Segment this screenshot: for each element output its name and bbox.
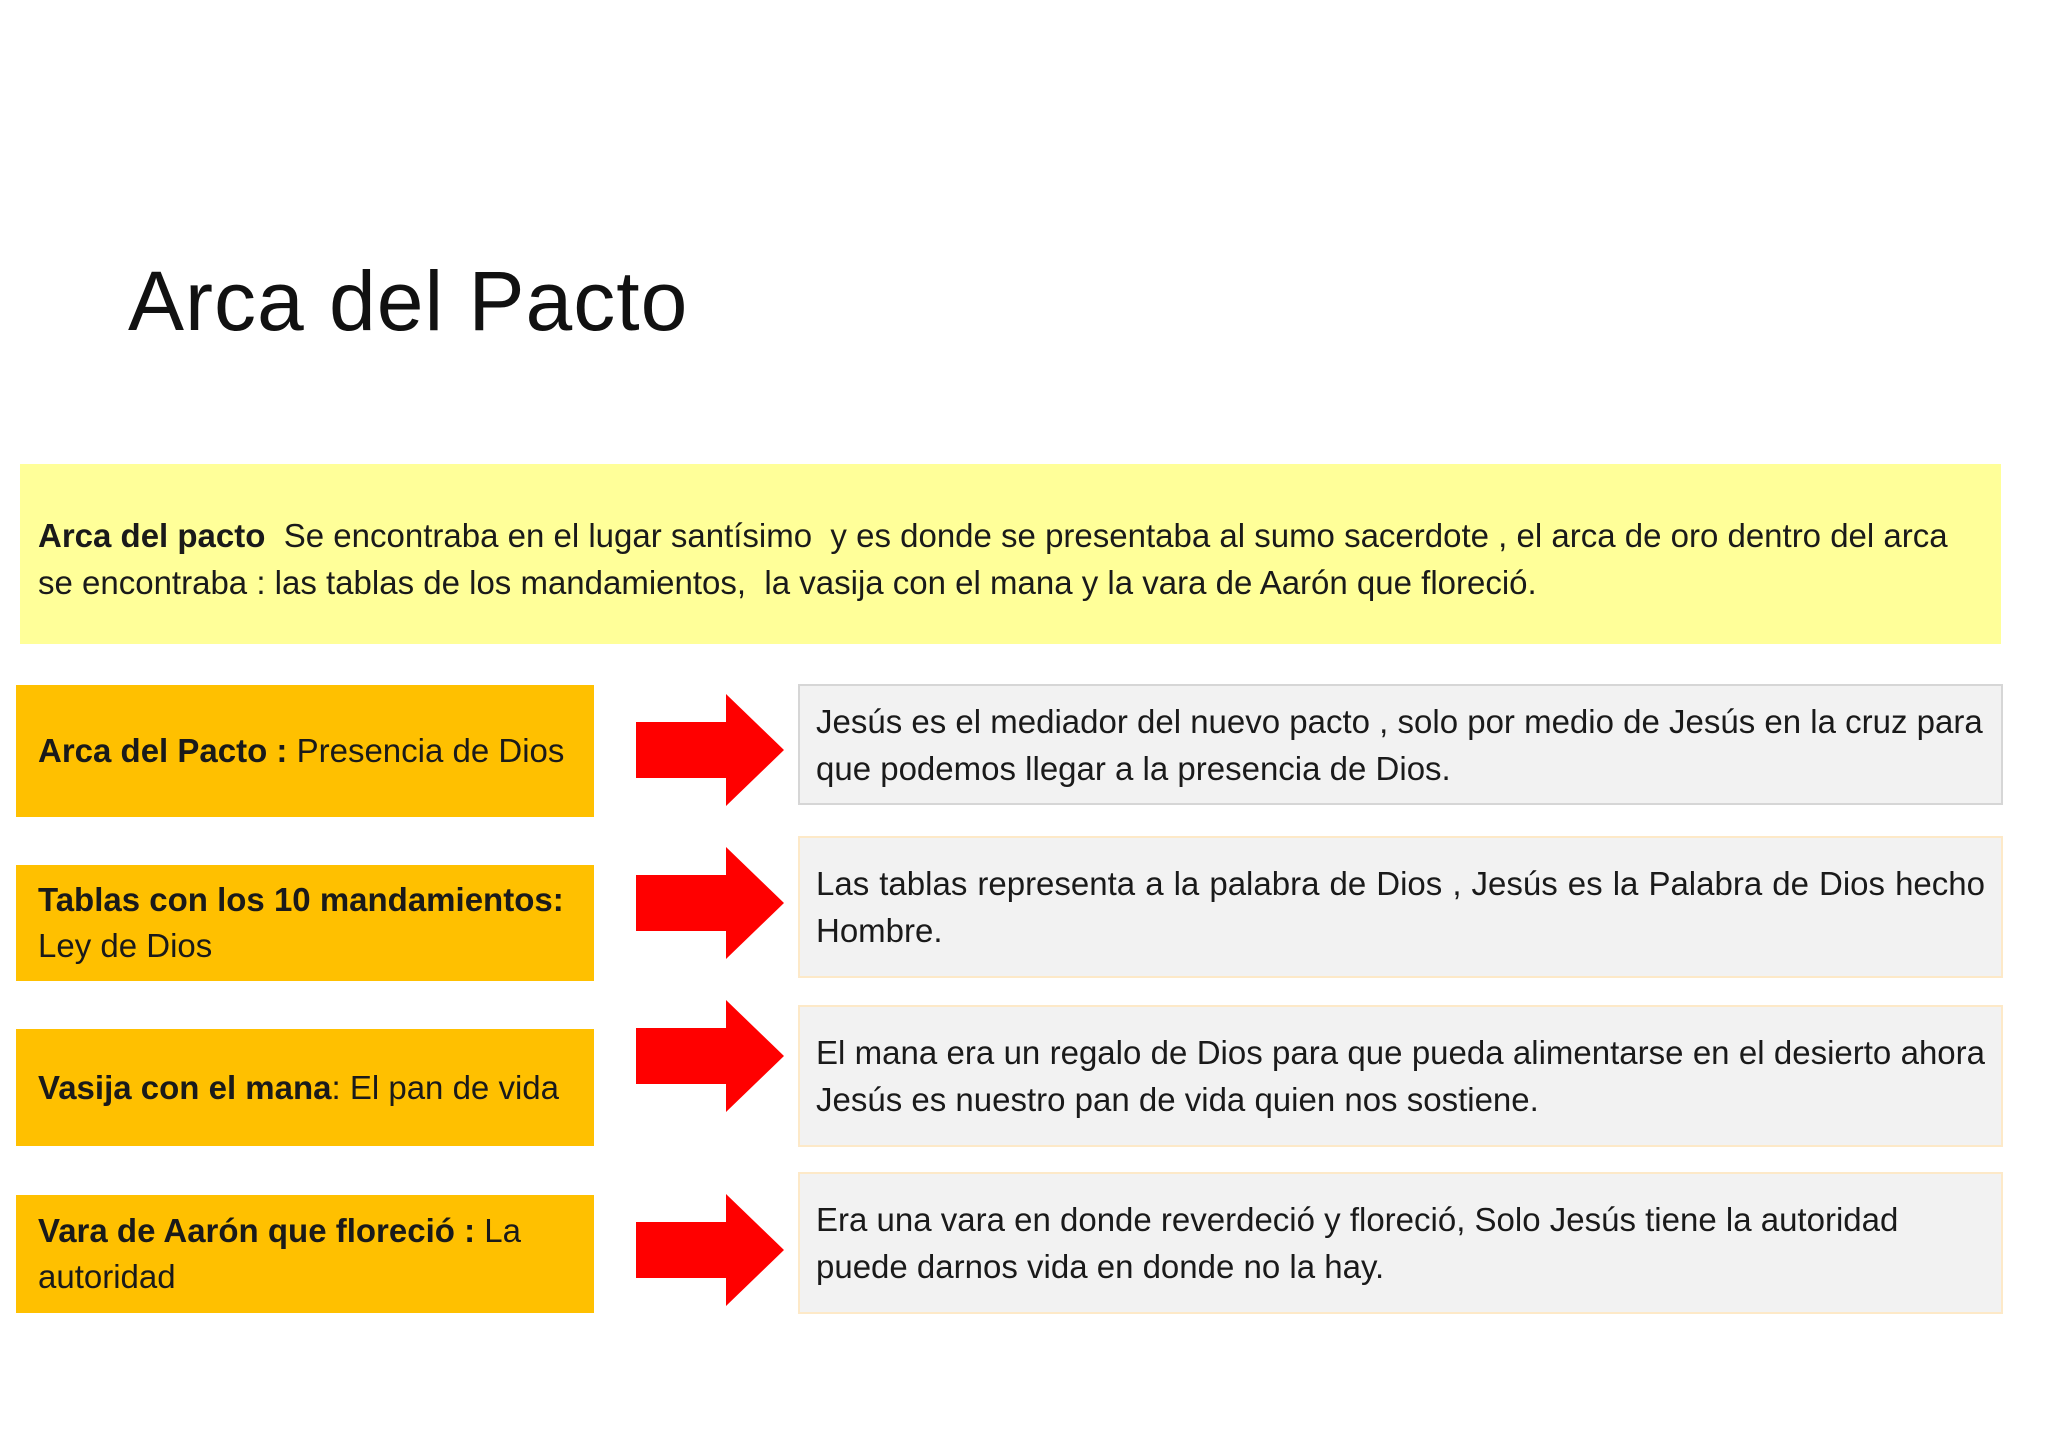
right-box-text: Era una vara en donde reverdeció y floreció, Solo Jesús tiene la autoridad puede darnos vida en donde no la hay. — [816, 1201, 1899, 1285]
left-box-arca — [16, 685, 594, 817]
left-box-heading: Vara de Aarón que floreció : — [38, 1212, 476, 1249]
left-box-tablas — [16, 865, 594, 981]
arrow-right-icon — [636, 1000, 784, 1112]
left-box-text: : El pan de vida — [331, 1068, 559, 1106]
right-box-tablas — [798, 836, 2003, 978]
right-box-text: Las tablas representa a la palabra de Dios , Jesús es la Palabra de Dios hecho Hombre. — [816, 865, 1985, 949]
left-box-heading: Arca del Pacto : — [38, 732, 288, 769]
left-box-vara — [16, 1195, 594, 1313]
intro-heading: Arca del pacto — [38, 517, 266, 554]
left-box-text: La autoridad — [38, 1212, 521, 1295]
left-box-heading: Vasija con el mana — [38, 1068, 332, 1106]
right-box-text: Jesús es el mediador del nuevo pacto , solo por medio de Jesús en la cruz para que podemos llegar a la presencia de Dios. — [816, 702, 1983, 787]
left-box-text: Ley de Dios — [38, 927, 213, 964]
right-box-vasija — [798, 1005, 2003, 1147]
arrow-right-icon — [636, 1194, 784, 1306]
right-box-vara — [798, 1172, 2003, 1314]
slide-title: Arca del Pacto — [128, 254, 689, 348]
intro-text: Se encontraba en el lugar santísimo y es donde se presentaba al sumo sacerdote , el arca de oro dentro del arca se encontraba : las tablas de los mandamientos, la vasija con el mana y la vara de Aarón que floreció. — [38, 517, 1957, 601]
left-box-text: Presencia de Dios — [287, 732, 565, 769]
arrow-right-icon — [636, 847, 784, 959]
left-box-heading: Tablas con los 10 mandamientos: — [38, 881, 564, 918]
intro-box — [20, 464, 2001, 644]
right-box-text: El mana era un regalo de Dios para que pueda alimentarse en el desierto ahora Jesús es nuestro pan de vida quien nos sostiene. — [816, 1034, 1985, 1118]
arrow-right-icon — [636, 694, 784, 806]
right-box-arca — [798, 684, 2003, 805]
left-box-vasija — [16, 1029, 594, 1146]
